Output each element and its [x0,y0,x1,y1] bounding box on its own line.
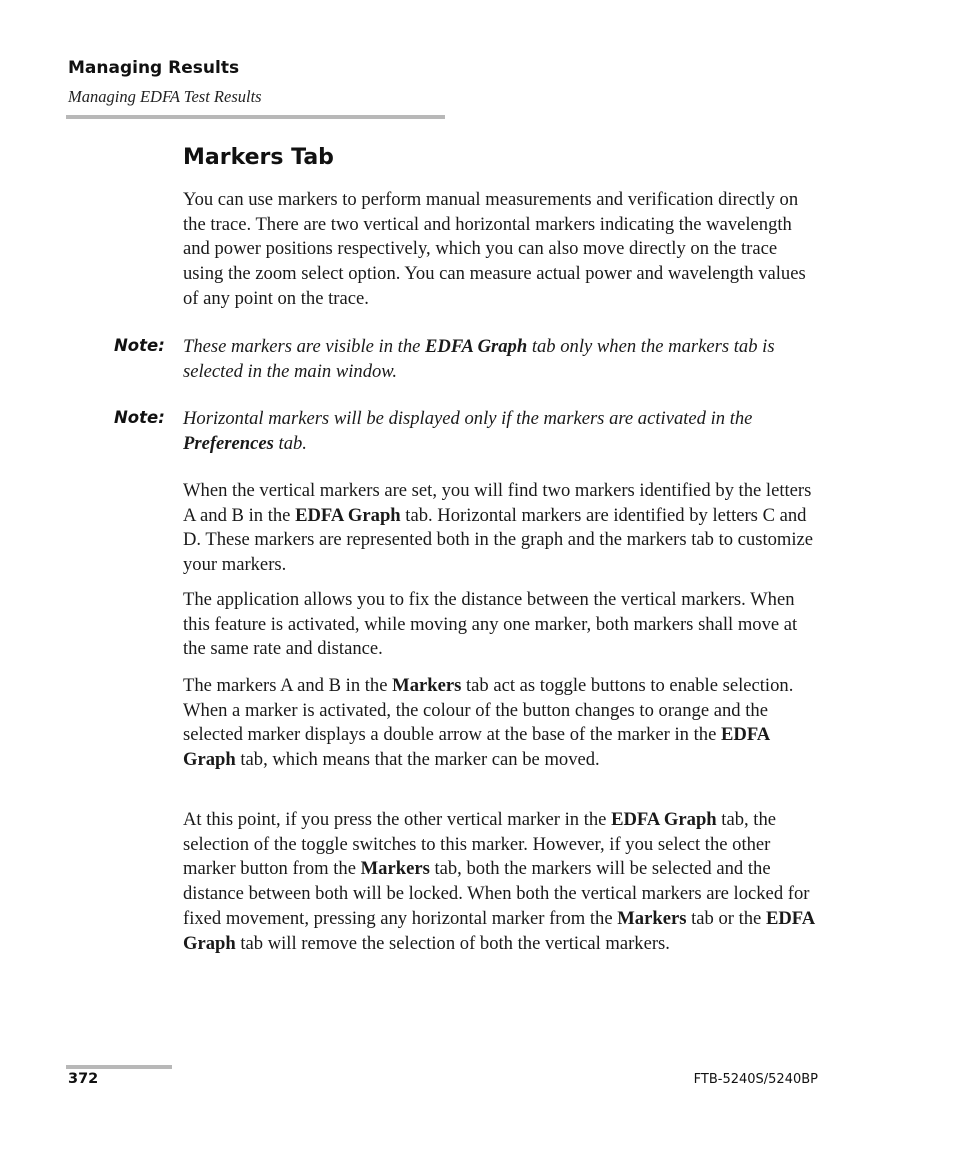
header-divider [66,115,445,119]
intro-paragraph: You can use markers to perform manual measurements and verification directly on the trace. There are two vertical and horizontal markers indicating the wavelength and power positions respectively, which you can also move directly on the trace using the zoom select option. You can measure actual power and wavelength values of any point on the trace. [183,189,806,309]
selection-paragraph: At this point, if you press the other vertical marker in the EDFA Graph tab, the selection of the toggle switches to this marker. However, if you select the other marker button from the Markers tab, both the markers will be selected and the distance between both will be locked. When both the vertical markers are locked for fixed movement, pressing any horizontal marker from the Markers tab or the EDFA Graph tab will remove the selection of both the vertical markers. [183,809,815,954]
running-header-title: Managing Results [68,58,240,78]
toggle-buttons-paragraph: The markers A and B in the Markers tab act as toggle buttons to enable selection. When a marker is activated, the colour of the button changes to orange and the selected marker displays a double arrow at the base of the marker in the EDFA Graph tab, which means that the marker can be moved. [183,675,794,771]
section-heading: Markers Tab [183,145,334,170]
note-text-1: These markers are visible in the EDFA Graph tab only when the markers tab is selected in the main window. [183,336,775,382]
page-number: 372 [68,1071,99,1087]
footer-divider [66,1065,172,1069]
note-1-emphasis: EDFA Graph [425,336,528,357]
vertical-markers-paragraph: When the vertical markers are set, you will find two markers identified by the letters A and B in the EDFA Graph tab. Horizontal markers are identified by letters C and D. These markers are represented both in the graph and the markers tab to customize your markers. [183,480,814,576]
note-label-2: Note: [114,408,165,427]
running-header-subtitle: Managing EDFA Test Results [68,87,262,106]
note-text-2: Horizontal markers will be displayed only if the markers are activated in the Preferences tab. [183,408,753,454]
note-2-emphasis: Preferences [183,432,274,454]
fixed-distance-paragraph: The application allows you to fix the distance between the vertical markers. When this feature is activated, while moving any one marker, both markers shall move at the same rate and distance. [183,589,798,660]
product-name: FTB-5240S/5240BP [693,1072,818,1087]
note-label-1: Note: [114,336,165,355]
